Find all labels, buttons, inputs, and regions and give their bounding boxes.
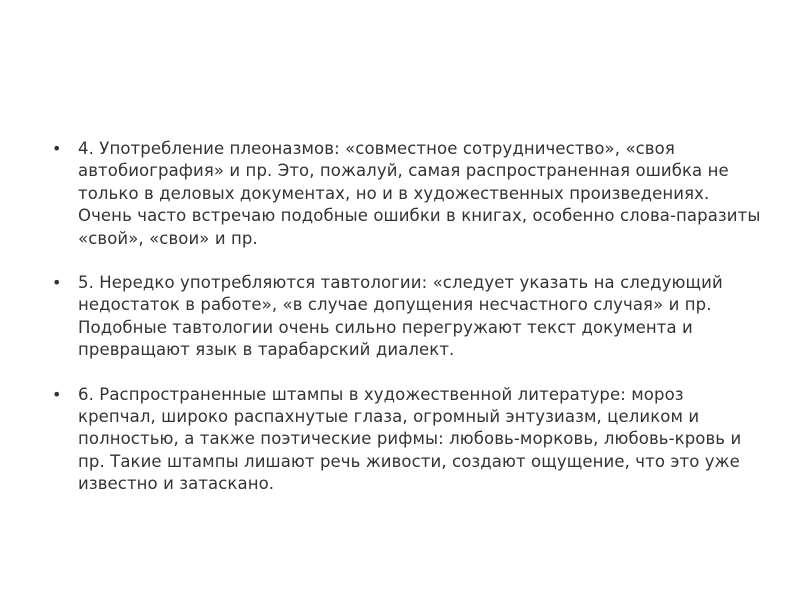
item-number: 4. xyxy=(78,139,100,158)
item-text: Распространенные штампы в художественной литературе: мороз крепчал, широко распахнутые глаза, огромный энтузиазм, целиком и полностью, а также поэтические рифмы: любовь-морковь, любовь-кровь и пр. Такие штампы лишают речь живости, создают ощущение, что это уже известно и затаскано. xyxy=(78,384,742,494)
bullet-list xyxy=(52,138,762,496)
item-number: 5. xyxy=(78,273,100,293)
item-text: Употребление плеоназмов: «совместное сотрудничество», «своя автобиография» и пр. Это, пожалуй, самая распространенная ошибка не только в деловых документах, но и в художественных произведениях. Очень часто встречаю подобные ошибки в книгах, особенно слова-паразиты «свой», «свои» и пр. xyxy=(78,139,761,248)
bullet-item-6 xyxy=(52,384,762,496)
bullet-dot-icon: • xyxy=(52,139,62,158)
bullet-dot-icon: • xyxy=(52,273,62,293)
bullet-item-5 xyxy=(52,272,762,362)
bullet-item-4 xyxy=(52,138,762,250)
item-text: Нередко употребляются тавтологии: «следует указать на следующий недостаток в работе», «в случае допущения несчастного случая» и пр. Подобные тавтологии очень сильно перегружают текст документа и превращают язык в тарабарский диалект. xyxy=(78,273,723,360)
bullet-dot-icon: • xyxy=(52,384,62,404)
item-number: 6. xyxy=(78,384,100,404)
